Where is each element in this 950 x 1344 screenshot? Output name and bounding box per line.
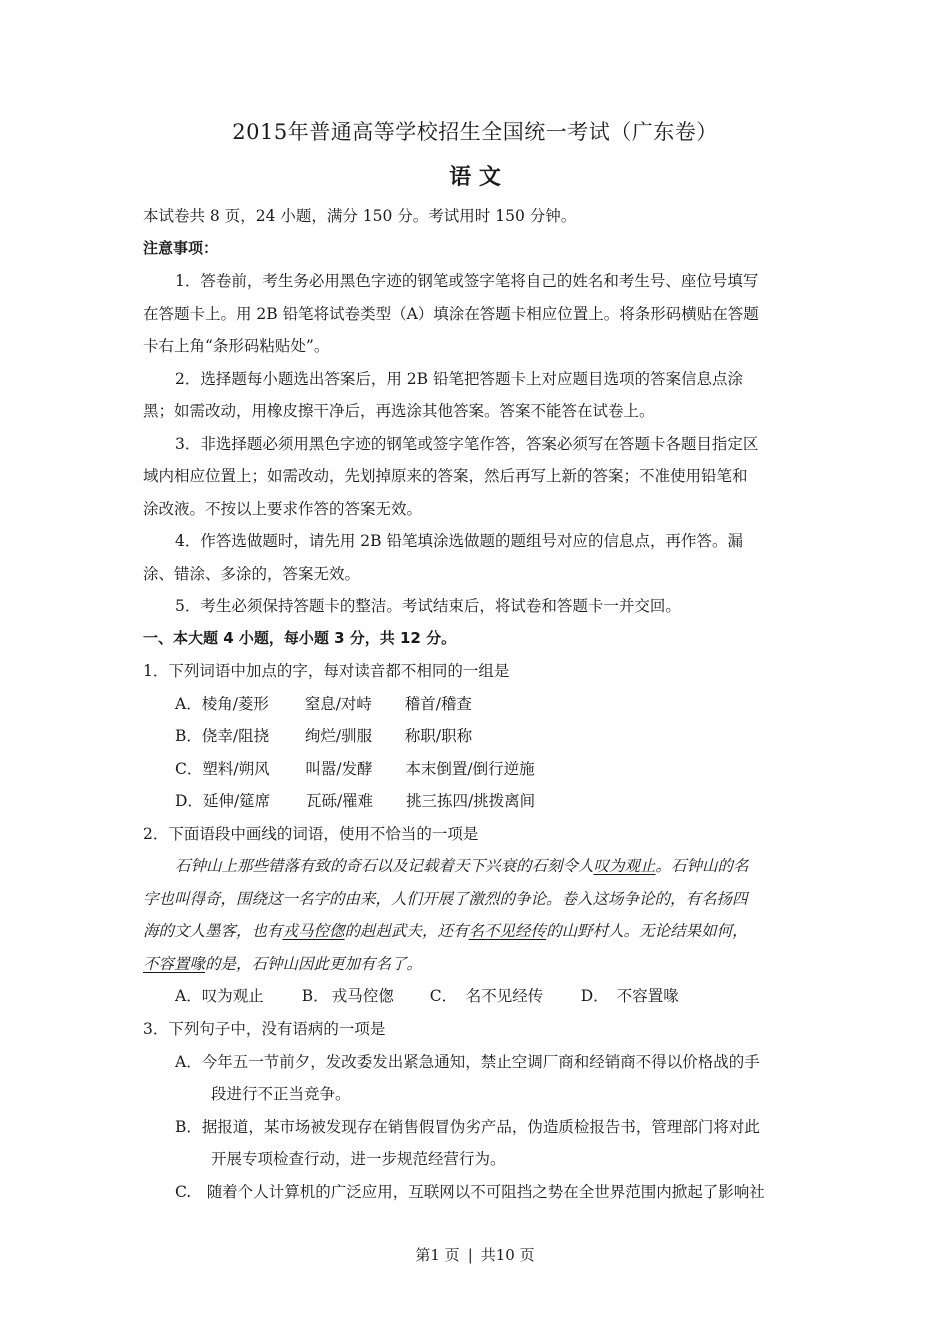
passage-text: 的山野村人。无论结果如何， bbox=[546, 922, 748, 940]
passage-text: 海的文人墨客，也有 bbox=[143, 922, 283, 940]
notice-line: 涂改液。不按以上要求作答的答案无效。 bbox=[143, 500, 423, 518]
passage-text: 的赳赳武夫，还有 bbox=[344, 922, 469, 940]
question-3-option-c: C. 随着个人计算机的广泛应用，互联网以不可阻挡之势在全世界范围内掀起了影响社 bbox=[175, 1183, 765, 1201]
subject-heading: 语 文 bbox=[449, 165, 501, 190]
notice-line: 3．非选择题必须用黑色字迹的钢笔或签字笔作答，答案必须写在答题卡各题目指定区 bbox=[175, 435, 759, 453]
underlined-phrase: 名不见经传 bbox=[468, 922, 547, 940]
passage-text: 。石钟山的名 bbox=[655, 857, 749, 875]
page-number: 第1 页 bbox=[415, 1246, 460, 1264]
passage-line bbox=[143, 921, 748, 941]
passage-line bbox=[143, 954, 422, 974]
intro-text: 本试卷共 8 页，24 小题，满分 150 分。考试用时 150 分钟。 bbox=[143, 207, 577, 225]
question-1-option-c bbox=[175, 759, 535, 779]
question-1-stem: 1．下列词语中加点的字，每对读音都不相同的一组是 bbox=[143, 662, 510, 680]
underlined-phrase: 戎马倥偬 bbox=[282, 922, 345, 940]
option-label: C． bbox=[175, 760, 203, 778]
option-label: D． bbox=[175, 792, 203, 810]
question-2-stem: 2．下面语段中画线的词语，使用不恰当的一项是 bbox=[143, 825, 479, 843]
option-text: 戎马倥偬 bbox=[331, 987, 394, 1005]
question-1-option-a bbox=[175, 694, 472, 714]
option-item: 塑料/朔风 bbox=[202, 760, 270, 778]
notice-line: 1．答卷前，考生务必用黑色字迹的钢笔或签字笔将自己的姓名和考生号、座位号填写 bbox=[175, 272, 759, 290]
option-item: 侥幸/阻挠 bbox=[201, 727, 270, 745]
page-footer bbox=[0, 1244, 950, 1265]
option-label: A． bbox=[175, 695, 202, 713]
option-label: C． bbox=[429, 987, 458, 1005]
notice-line: 涂、错涂、多涂的，答案无效。 bbox=[143, 565, 361, 583]
passage-line: 字也叫得奇，围绕这一名字的由来，人们开展了激烈的争论。卷入这场争论的，有名扬四 bbox=[143, 890, 748, 908]
question-1-option-b bbox=[175, 726, 472, 746]
notice-line: 5．考生必须保持答题卡的整洁。考试结束后，将试卷和答题卡一并交回。 bbox=[175, 597, 681, 615]
question-2-options bbox=[175, 986, 679, 1006]
option-label: D． bbox=[580, 987, 609, 1005]
option-text: 不容置喙 bbox=[616, 987, 679, 1005]
notice-line: 域内相应位置上；如需改动，先划掉原来的答案，然后再写上新的答案；不准使用铅笔和 bbox=[143, 467, 748, 485]
underlined-phrase: 不容置喙 bbox=[143, 955, 206, 973]
option-item: 棱角/菱形 bbox=[201, 695, 269, 713]
option-item: 本末倒置/倒行逆施 bbox=[405, 760, 535, 778]
option-item: 称职/职称 bbox=[404, 727, 473, 745]
passage-line bbox=[175, 856, 749, 876]
passage-text: 石钟山上那些错落有致的奇石以及记载着天下兴衰的石刻令人 bbox=[175, 857, 594, 875]
notice-heading: 注意事项： bbox=[143, 239, 219, 257]
option-label: B． bbox=[301, 987, 329, 1005]
option-item: 绚烂/驯服 bbox=[304, 727, 373, 745]
footer-separator: | bbox=[467, 1246, 473, 1264]
page-total: 共10 页 bbox=[480, 1246, 535, 1264]
question-3-option-a-cont: 段进行不正当竞争。 bbox=[211, 1085, 351, 1103]
question-3-option-b: B．据报道，某市场被发现存在销售假冒伪劣产品，伪造质检报告书，管理部门将对此 bbox=[175, 1118, 760, 1136]
option-item: 延伸/筵席 bbox=[202, 792, 271, 810]
question-3-stem: 3．下列句子中，没有语病的一项是 bbox=[143, 1020, 386, 1038]
question-1-option-d bbox=[175, 791, 535, 811]
option-item: 稽首/稽查 bbox=[404, 695, 472, 713]
notice-line: 4．作答选做题时，请先用 2B 铅笔填涂选做题的题组号对应的信息点，再作答。漏 bbox=[175, 532, 743, 550]
option-item: 叫嚣/发酵 bbox=[305, 760, 373, 778]
question-3-option-b-cont: 开展专项检查行动，进一步规范经营行为。 bbox=[211, 1150, 506, 1168]
notice-line: 卡右上角“条形码粘贴处”。 bbox=[143, 337, 330, 355]
underlined-phrase: 叹为观止 bbox=[593, 857, 656, 875]
passage-text: 的是，石钟山因此更加有名了。 bbox=[205, 955, 423, 973]
question-3-option-a: A．今年五一节前夕，发改委发出紧急通知，禁止空调厂商和经销商不得以价格战的手 bbox=[175, 1053, 760, 1071]
option-item: 窒息/对峙 bbox=[304, 695, 372, 713]
page-title: 2015年普通高等学校招生全国统一考试（广东卷） bbox=[232, 120, 718, 144]
notice-line: 在答题卡上。用 2B 铅笔将试卷类型（A）填涂在答题卡相应位置上。将条形码横贴在答题 bbox=[143, 305, 759, 323]
option-text: 名不见经传 bbox=[465, 987, 544, 1005]
notice-line: 黑；如需改动，用橡皮擦干净后，再选涂其他答案。答案不能答在试卷上。 bbox=[143, 402, 655, 420]
option-label: A． bbox=[175, 987, 202, 1005]
option-label: B． bbox=[175, 727, 202, 745]
section-heading: 一、本大题 4 小题，每小题 3 分，共 12 分。 bbox=[143, 629, 457, 647]
option-text: 叹为观止 bbox=[201, 987, 264, 1005]
option-item: 瓦砾/罹难 bbox=[305, 792, 374, 810]
option-item: 挑三拣四/挑拨离间 bbox=[405, 792, 536, 810]
notice-line: 2．选择题每小题选出答案后，用 2B 铅笔把答题卡上对应题目选项的答案信息点涂 bbox=[175, 370, 743, 388]
